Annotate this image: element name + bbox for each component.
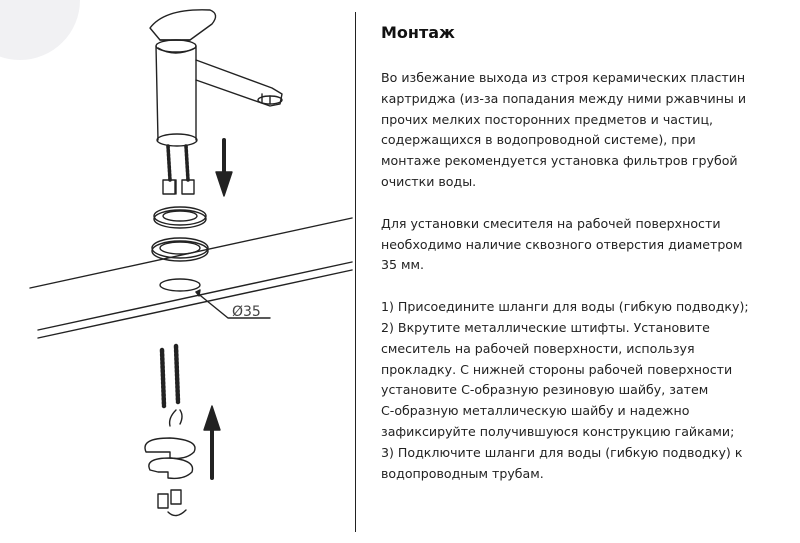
arrow-down-icon (216, 140, 232, 196)
paragraph-line: прокладку. С нижней стороны рабочей поверхности (381, 361, 733, 377)
paragraph-line: смеситель на рабочей поверхности, используя (381, 340, 695, 356)
paragraph-line: 35 мм. (381, 257, 425, 273)
c-washer-icon (145, 438, 195, 478)
paragraph-line: водопроводным трубам. (381, 465, 544, 481)
paragraph-line: необходимо наличие сквозного отверстия диаметром (381, 236, 743, 252)
paragraph-line: 1) Присоедините шланги для воды (гибкую подводку); (381, 299, 749, 315)
pins-icon (162, 346, 182, 426)
gasket-icon (152, 207, 208, 261)
paragraph-line: прочих мелких посторонних предметов и частиц, (381, 111, 714, 127)
nut-icon (158, 490, 186, 516)
faucet-icon (150, 10, 282, 146)
countertop-icon (30, 218, 352, 338)
paragraph-line: Во избежание выхода из строя керамических пластин (381, 70, 746, 85)
installation-illustration (0, 0, 355, 543)
paragraph-line: С-образную металлическую шайбу и надежно (381, 403, 690, 419)
section-heading: Монтаж (381, 23, 455, 42)
column-divider (355, 12, 356, 532)
instructions-column (381, 22, 786, 505)
paragraph-line: очистки воды. (381, 173, 477, 189)
dimension-label: Ø35 (232, 304, 261, 320)
paragraph-line: 3) Подключите шланги для воды (гибкую подводку) к (381, 444, 743, 460)
paragraph-filter-warning (381, 68, 786, 193)
paragraph-hole-requirement (381, 214, 786, 276)
paragraph-line: монтаже рекомендуется установка фильтров грубой (381, 153, 738, 169)
paragraph-line: картриджа (из-за попадания между ними ржавчины и (381, 90, 747, 106)
paragraph-steps (381, 297, 786, 484)
paragraph-line: зафиксируйте получившуюся конструкцию гайками; (381, 423, 735, 439)
hoses-icon (163, 146, 194, 194)
arrow-up-icon (204, 406, 220, 478)
paragraph-line: содержащихся в водопроводной системе), при (381, 132, 696, 148)
paragraph-line: установите С-образную резиновую шайбу, затем (381, 382, 709, 398)
paragraph-line: Для установки смесителя на рабочей поверхности (381, 215, 721, 231)
paragraph-line: 2) Вкрутите металлические штифты. Установите (381, 319, 710, 335)
